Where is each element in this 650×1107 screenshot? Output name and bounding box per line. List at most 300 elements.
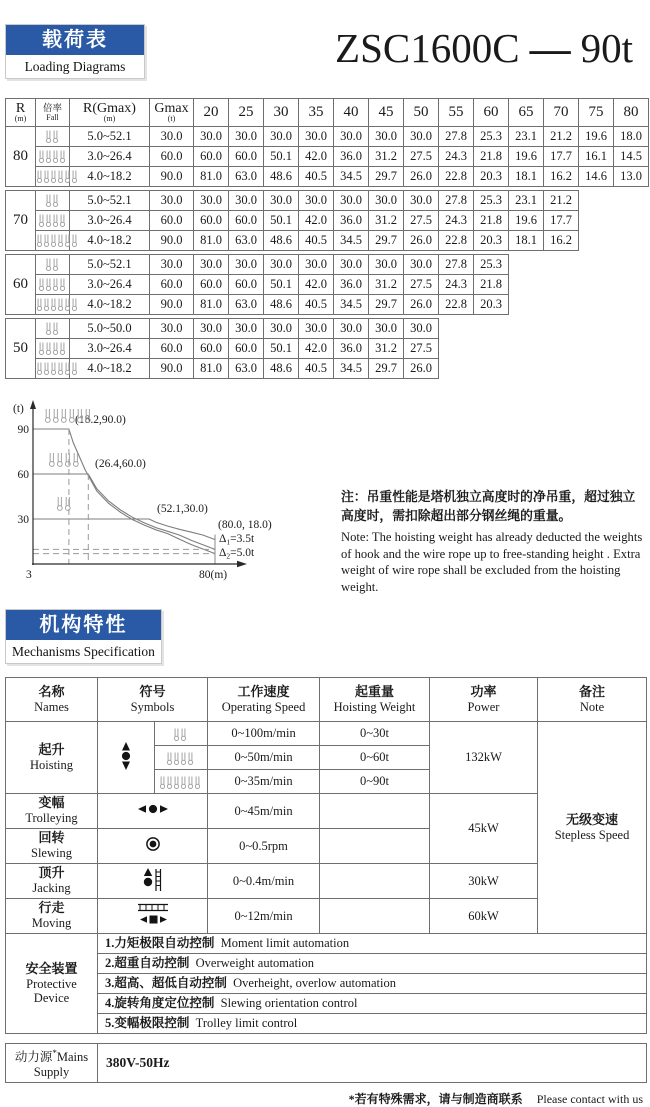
load-value-cell: 30.0 [404,127,439,147]
fall-6-icon [159,776,203,789]
annotation-1: (26.4,60.0) [95,458,146,470]
load-value-cell: 17.7 [544,147,579,167]
fall-cell [155,770,208,794]
radius-col-header: 50 [404,99,439,127]
load-value-cell: 30.0 [299,319,334,339]
fall-4-icon [38,214,68,227]
load-value-cell: 24.3 [439,147,474,167]
fall-cell [36,147,70,167]
fall-2-icon [173,728,189,741]
radius-col-header: 30 [264,99,299,127]
load-value-cell: 21.8 [474,147,509,167]
load-value-cell: 34.5 [334,167,369,187]
load-value-cell: 20.3 [474,231,509,251]
rgmax-cell: 3.0~26.4 [70,339,150,359]
rgmax-cell: 4.0~18.2 [70,167,150,187]
rgmax-cell: 5.0~50.0 [70,319,150,339]
mains-row [6,1044,647,1083]
load-value-cell: 30.0 [299,191,334,211]
jib-length-cell: 50 [6,319,36,379]
load-value-cell: 21.8 [474,211,509,231]
load-value-cell: 21.8 [474,275,509,295]
col-header-r: R (m) [6,99,36,127]
trolleying-symbol-icon [138,803,168,815]
load-value-cell: 30.0 [264,255,299,275]
speed-cell: 0~45m/min [208,794,320,829]
fall-cell [36,231,70,251]
weight-cell [320,899,430,934]
load-value-cell: 30.0 [334,127,369,147]
page-header [5,24,645,88]
fall-cell [36,191,70,211]
protective-row-2 [6,974,647,994]
load-value-cell: 30.0 [404,255,439,275]
empty-region [579,231,649,251]
gmax-cell: 30.0 [150,127,194,147]
load-value-cell: 22.8 [439,231,474,251]
load-value-cell: 42.0 [299,211,334,231]
jacking-symbol-cell [98,864,208,899]
slewing-symbol-cell [98,829,208,864]
mech-name-hoisting: 起升 Hoisting [6,722,98,794]
fall-4-icon [49,453,78,466]
mech-name-protective: 安全装置 Protective Device [6,934,98,1034]
badge-title-en: Loading Diagrams [24,59,126,74]
load-value-cell: 48.6 [264,231,299,251]
load-curve-2-fall [33,519,215,540]
fall-4-icon [38,150,68,163]
rgmax-cell: 3.0~26.4 [70,147,150,167]
load-value-cell: 27.5 [404,339,439,359]
jib-length-cell: 70 [6,191,36,251]
mech-name-slewing: 回转 Slewing [6,829,98,864]
load-value-cell: 48.6 [264,167,299,187]
load-value-cell: 22.8 [439,295,474,315]
x-origin-label: 3 [26,569,32,581]
load-value-cell: 31.2 [369,339,404,359]
fall-6-icon [36,170,80,183]
load-value-cell: 42.0 [299,339,334,359]
load-row [6,295,649,315]
radius-col-header: 70 [544,99,579,127]
load-value-cell: 30.0 [194,191,229,211]
gmax-cell: 90.0 [150,167,194,187]
speed-cell: 0~100m/min [208,722,320,746]
mech-badge-en: Mechanisms Specification [12,644,155,659]
fall-2-icon [45,130,61,143]
moving-symbol-icon [137,903,169,926]
load-value-cell: 60.0 [194,275,229,295]
fall-cell [36,339,70,359]
gmax-cell: 60.0 [150,275,194,295]
mains-name: 动力源*Mains Supply [6,1044,98,1083]
load-value-cell: 30.0 [334,191,369,211]
load-value-cell: 30.0 [264,191,299,211]
mechanisms-badge [5,609,162,664]
load-value-cell: 21.2 [544,127,579,147]
empty-region [439,339,649,359]
load-value-cell: 31.2 [369,275,404,295]
gmax-cell: 90.0 [150,295,194,315]
x-end-label: 80(m) [199,569,228,581]
load-value-cell: 60.0 [229,211,264,231]
fall-2-icon [45,194,61,207]
load-value-cell: 30.0 [299,127,334,147]
weight-cell: 0~90t [320,770,430,794]
empty-region [439,359,649,379]
load-value-cell: 60.0 [229,147,264,167]
load-value-cell: 24.3 [439,211,474,231]
rgmax-cell: 3.0~26.4 [70,211,150,231]
loading-diagrams-badge [5,24,145,79]
load-value-cell: 48.6 [264,295,299,315]
load-row [6,231,649,251]
fall-cell [36,167,70,187]
mech-col-header-3: 起重量 Hoisting Weight [320,678,430,722]
load-value-cell: 18.1 [509,167,544,187]
weight-cell [320,864,430,899]
mech-col-header-5: 备注 Note [538,678,647,722]
load-value-cell: 60.0 [194,147,229,167]
load-value-cell: 63.0 [229,295,264,315]
load-value-cell: 27.5 [404,211,439,231]
load-value-cell: 19.6 [509,211,544,231]
hoisting-symbol-icon [119,742,133,770]
load-table-header-row [6,99,649,127]
radius-col-header: 25 [229,99,264,127]
gmax-cell: 90.0 [150,359,194,379]
delta-label-1: $\Delta_1=3.5t$ [219,533,255,547]
col-header-rgmax: R(Gmax) (m) [70,99,150,127]
gmax-cell: 60.0 [150,339,194,359]
badge-title-zh: 载荷表 [6,25,144,55]
load-value-cell: 16.2 [544,231,579,251]
protective-row-1 [6,954,647,974]
load-value-cell: 16.1 [579,147,614,167]
fall-6-icon [36,234,80,247]
mains-supply-table [5,1043,647,1083]
delta-label-2: $\Delta_2=5.0t$ [219,547,255,561]
empty-region [439,319,649,339]
load-value-cell: 63.0 [229,359,264,379]
fall-6-icon [36,298,80,311]
moving-symbol-cell [98,899,208,934]
load-value-cell: 30.0 [229,255,264,275]
load-value-cell: 30.0 [369,255,404,275]
load-row [6,359,649,379]
mech-name-jacking: 顶升 Jacking [6,864,98,899]
load-value-cell: 29.7 [369,359,404,379]
fall-4-icon [38,278,68,291]
protective-item: 1.力矩极限自动控制 Moment limit automation [98,934,647,954]
load-value-cell: 60.0 [229,275,264,295]
notes [335,396,645,601]
load-table-group-80 [5,98,649,187]
mech-header-row [6,678,647,722]
note-cell: 无级变速 Stepless Speed [538,722,647,934]
loading-table [5,98,645,379]
footer-zh: *若有特殊需求，请与制造商联系 [348,1092,523,1106]
load-row [6,275,649,295]
protective-item: 2.超重自动控制 Overweight automation [98,954,647,974]
empty-region [579,191,649,211]
load-value-cell: 31.2 [369,211,404,231]
mech-name-trolleying: 变幅 Trolleying [6,794,98,829]
trolleying-symbol-cell [98,794,208,829]
power-cell-moving: 60kW [430,899,538,934]
load-value-cell: 27.8 [439,191,474,211]
rgmax-cell: 5.0~52.1 [70,127,150,147]
col-header-gmax: Gmax (t) [150,99,194,127]
load-row [6,127,649,147]
load-row [6,319,649,339]
load-value-cell: 21.2 [544,191,579,211]
load-row [6,339,649,359]
load-value-cell: 30.0 [229,127,264,147]
fall-6-icon [36,362,80,375]
load-row [6,255,649,275]
load-curve-6-fall [33,429,215,554]
fall-cell [36,255,70,275]
annotation-3: (80.0, 18.0) [218,519,272,531]
weight-cell: 0~60t [320,746,430,770]
rgmax-cell: 5.0~52.1 [70,255,150,275]
fall-cell [36,359,70,379]
load-value-cell: 30.0 [404,191,439,211]
load-value-cell: 36.0 [334,147,369,167]
load-value-cell: 40.5 [299,231,334,251]
load-value-cell: 30.0 [404,319,439,339]
load-value-cell: 18.1 [509,231,544,251]
annotation-0: (18.2,90.0) [75,414,126,426]
mech-name-moving: 行走 Moving [6,899,98,934]
load-value-cell: 29.7 [369,231,404,251]
load-value-cell: 26.0 [404,167,439,187]
load-curve-chart [5,396,335,601]
load-value-cell: 30.0 [229,191,264,211]
fall-cell [36,211,70,231]
col-header-fall: 倍率 Fall [36,99,70,127]
radius-col-header: 65 [509,99,544,127]
load-value-cell: 30.0 [194,319,229,339]
protective-item: 3.超高、超低自动控制 Overheight, overlow automation [98,974,647,994]
load-value-cell: 29.7 [369,167,404,187]
jib-length-cell: 60 [6,255,36,315]
page-title [335,26,633,70]
load-value-cell: 30.0 [299,255,334,275]
load-table-group-70 [5,190,649,251]
empty-region [509,275,649,295]
speed-cell: 0~0.4m/min [208,864,320,899]
protective-row-3 [6,994,647,1014]
protective-item: 5.变幅极限控制 Trolley limit control [98,1014,647,1034]
fall-cell [36,295,70,315]
load-value-cell: 50.1 [264,147,299,167]
power-cell-hoisting: 132kW [430,722,538,794]
rgmax-cell: 3.0~26.4 [70,275,150,295]
load-value-cell: 31.2 [369,147,404,167]
y-tick-30: 30 [17,514,29,526]
radius-col-header: 20 [194,99,229,127]
model-name: ZSC1600C [335,25,520,71]
load-value-cell: 26.0 [404,295,439,315]
fall-2-icon [57,497,70,510]
mech-col-header-2: 工作速度 Operating Speed [208,678,320,722]
y-axis-arrow [30,400,36,409]
load-value-cell: 25.3 [474,255,509,275]
load-value-cell: 60.0 [229,339,264,359]
mains-value: 380V-50Hz [98,1044,647,1083]
fall-2-icon [45,258,61,271]
load-value-cell: 30.0 [229,319,264,339]
load-value-cell: 40.5 [299,359,334,379]
protective-row-4 [6,1014,647,1034]
load-value-cell: 60.0 [194,211,229,231]
power-cell-jacking: 30kW [430,864,538,899]
speed-cell: 0~35m/min [208,770,320,794]
load-value-cell: 20.3 [474,167,509,187]
load-value-cell: 23.1 [509,127,544,147]
load-value-cell: 25.3 [474,127,509,147]
load-value-cell: 63.0 [229,231,264,251]
load-curve-section [5,396,645,601]
load-value-cell: 13.0 [614,167,649,187]
load-value-cell: 36.0 [334,211,369,231]
load-value-cell: 48.6 [264,359,299,379]
load-value-cell: 19.6 [509,147,544,167]
load-value-cell: 30.0 [334,255,369,275]
rgmax-cell: 5.0~52.1 [70,191,150,211]
load-value-cell: 26.0 [404,231,439,251]
radius-col-header: 75 [579,99,614,127]
load-value-cell: 30.0 [369,319,404,339]
protective-row-0 [6,934,647,954]
rgmax-cell: 4.0~18.2 [70,359,150,379]
load-value-cell: 34.5 [334,359,369,379]
load-value-cell: 36.0 [334,339,369,359]
hoisting-symbol-cell [98,722,155,794]
load-value-cell: 50.1 [264,211,299,231]
fall-cell [36,275,70,295]
radius-col-header: 60 [474,99,509,127]
footer-en: Please contact with us [536,1092,643,1106]
weight-cell [320,794,430,829]
load-value-cell: 30.0 [334,319,369,339]
note-en: Note: The hoisting weight has already deducted the weights of hook and the wire rope up to free-standing height . Extra weight of wire rope shall be excluded from the hoisting weight. [341,530,643,594]
load-value-cell: 34.5 [334,231,369,251]
load-value-cell: 30.0 [264,127,299,147]
load-value-cell: 30.0 [369,127,404,147]
load-value-cell: 25.3 [474,191,509,211]
fall-cell [155,722,208,746]
load-value-cell: 29.7 [369,295,404,315]
mechanisms-table [5,677,647,1034]
fall-4-icon [38,342,68,355]
radius-col-header: 40 [334,99,369,127]
footer-note [5,1090,645,1107]
speed-cell: 0~0.5rpm [208,829,320,864]
power-cell-trolleying: 45kW [430,794,538,864]
load-value-cell: 30.0 [194,127,229,147]
load-table-group-60 [5,254,649,315]
fall-2-icon [45,322,61,335]
load-row [6,167,649,187]
load-row [6,191,649,211]
load-value-cell: 30.0 [194,255,229,275]
annotation-2: (52.1,30.0) [157,503,208,515]
load-value-cell: 20.3 [474,295,509,315]
slewing-symbol-icon [145,836,161,852]
radius-col-header: 80 [614,99,649,127]
weight-cell: 0~30t [320,722,430,746]
speed-cell: 0~50m/min [208,746,320,770]
load-value-cell: 81.0 [194,295,229,315]
load-value-cell: 27.5 [404,147,439,167]
load-value-cell: 18.0 [614,127,649,147]
mech-badge-zh: 机构特性 [6,610,161,640]
hoisting-row-0 [6,722,647,746]
load-value-cell: 30.0 [264,319,299,339]
jacking-symbol-icon [143,867,162,891]
speed-cell: 0~12m/min [208,899,320,934]
fall-cell [155,746,208,770]
load-value-cell: 50.1 [264,275,299,295]
load-value-cell: 81.0 [194,167,229,187]
y-axis-label: (t) [13,403,24,415]
load-value-cell: 63.0 [229,167,264,187]
gmax-cell: 90.0 [150,231,194,251]
gmax-cell: 60.0 [150,211,194,231]
load-value-cell: 40.5 [299,295,334,315]
load-value-cell: 14.5 [614,147,649,167]
x-axis-arrow [237,561,247,567]
load-value-cell: 27.5 [404,275,439,295]
fall-cell [36,127,70,147]
empty-region [579,211,649,231]
protective-item: 4.旋转角度定位控制 Slewing orientation control [98,994,647,1014]
gmax-cell: 30.0 [150,255,194,275]
load-value-cell: 19.6 [579,127,614,147]
rgmax-cell: 4.0~18.2 [70,231,150,251]
y-tick-90: 90 [17,424,29,436]
load-value-cell: 27.8 [439,255,474,275]
rgmax-cell: 4.0~18.2 [70,295,150,315]
radius-col-header: 55 [439,99,474,127]
load-table-group-50 [5,318,649,379]
gmax-cell: 60.0 [150,147,194,167]
load-value-cell: 81.0 [194,359,229,379]
jib-length-cell: 80 [6,127,36,187]
load-value-cell: 23.1 [509,191,544,211]
load-value-cell: 30.0 [369,191,404,211]
load-value-cell: 60.0 [194,339,229,359]
capacity: 90t [580,25,633,71]
load-value-cell: 26.0 [404,359,439,379]
load-value-cell: 40.5 [299,167,334,187]
load-value-cell: 42.0 [299,275,334,295]
mech-col-header-1: 符号 Symbols [98,678,208,722]
load-value-cell: 16.2 [544,167,579,187]
load-row [6,211,649,231]
y-tick-60: 60 [17,469,29,481]
load-value-cell: 24.3 [439,275,474,295]
load-value-cell: 17.7 [544,211,579,231]
mech-col-header-0: 名称 Names [6,678,98,722]
fall-cell [36,319,70,339]
empty-region [509,295,649,315]
load-value-cell: 36.0 [334,275,369,295]
load-value-cell: 27.8 [439,127,474,147]
